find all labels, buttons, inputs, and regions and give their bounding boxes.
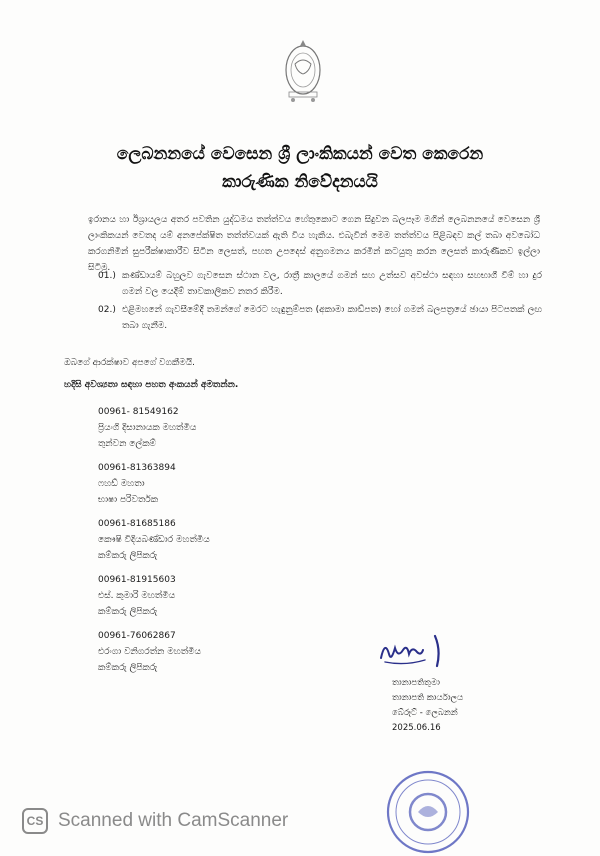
item-number: 01.) bbox=[98, 271, 116, 281]
contact-name: කෞෂි විදියබණ්ඩාර මහත්මිය bbox=[98, 535, 210, 545]
contact-name: ෆහඩ් මහතා bbox=[98, 479, 145, 489]
contact-entry bbox=[98, 572, 176, 620]
item-number: 02.) bbox=[98, 305, 116, 315]
signatory-date: 2025.06.16 bbox=[392, 723, 441, 733]
contact-entry bbox=[98, 516, 210, 564]
official-seal-icon bbox=[384, 768, 472, 856]
contact-role: භාෂා පරිවර්තක bbox=[98, 495, 159, 505]
contact-entry bbox=[98, 404, 196, 452]
contact-phone: 00961-81915603 bbox=[98, 575, 176, 585]
national-emblem-icon bbox=[281, 34, 325, 104]
signatory-office: තානාපති කාර්යාලය bbox=[392, 693, 464, 703]
item-text: කණ්ඩායම් බහුලව ගැවසෙන ස්ථාන වල, රාත්‍රී කාලයේ ගමන් සහ උත්සව අවස්ථා සඳහා සහභාගී වීම් හා දුර ගමන් වල යෙදීම් තාවකාලිකව නතර කිරීම. bbox=[122, 271, 542, 297]
safety-note: ඔබගේ ආරක්ෂාව අපගේ වගකීමයි. bbox=[64, 358, 196, 368]
contact-role: කම්කරු ලිපිකරු bbox=[98, 551, 158, 561]
intro-paragraph: ඉරානය හා ඊශ්‍රායලය අතර පවතින යුද්ධමය තත්ත්වය හේතුකොට ගෙන සිදුවන බලපෑම මගින් ලෙබනනයේ වෙසෙන ශ්‍රී ලාංකිකයන් වෙතද යම් අනපේක්ෂිත තත්ත්වයක් ඇති විය හැකිය. එබැවින් මෙම තත්ත්වය පිළිබඳව කල් තබා අවබෝධ කරගනිමින් සුපරීක්ෂාකාරීව සිටින ලෙසත්, පහත උපදෙස් අනුගමනය කරමින් කටයුතු කරන ලෙසත් කාරුණිකව ඉල්ලා සිටිමු. bbox=[88, 215, 540, 273]
contact-name: ප්‍රියංගි දිසානායක මහත්මිය bbox=[98, 423, 197, 433]
contact-name: එස්. කුමාරි මහත්මිය bbox=[98, 591, 176, 601]
contact-entry bbox=[98, 628, 201, 676]
watermark-text: Scanned with CamScanner bbox=[58, 810, 289, 831]
contact-phone: 00961-81363894 bbox=[98, 463, 176, 473]
signatory-block bbox=[392, 676, 463, 736]
signature-icon bbox=[375, 628, 470, 672]
contact-phone: 00961-81685186 bbox=[98, 519, 176, 529]
contact-role: කම්කරු ලිපිකරු bbox=[98, 607, 158, 617]
instruction-item bbox=[98, 302, 542, 334]
title-line-1: ලෙබනනයේ වෙසෙන ශ්‍රී ලාංකිකයන් වෙත කෙරෙන bbox=[116, 144, 484, 164]
signatory-title: තානාපතිතුමා bbox=[392, 678, 440, 688]
signatory-location: බේරූට් - ලෙබනන් bbox=[392, 708, 458, 718]
title-line-2: කාරුණික නිවේදනයයි bbox=[222, 172, 378, 192]
camscanner-logo-icon: CS bbox=[22, 808, 48, 834]
notice-title bbox=[40, 140, 560, 196]
contact-phone: 00961-76062867 bbox=[98, 631, 176, 641]
contact-entry bbox=[98, 460, 176, 508]
contact-phone: 00961- 81549162 bbox=[98, 407, 179, 417]
scanner-watermark bbox=[0, 798, 340, 846]
contact-role: තුන්වන ලේකම් bbox=[98, 439, 157, 449]
emergency-heading: හදිසි අවශ්‍යතා සඳහා පහත අංකයන් අමතන්න. bbox=[64, 380, 239, 390]
instruction-item bbox=[98, 268, 542, 300]
item-text: එළිමහනේ ගැවසීමේදී තමන්ගේ මෙරට හැඳුනුම්පත (අකාමා කාඩ්පත) හෝ ගමන් බලපත්‍රයේ ඡායා පිටපතක් ලඟ තබා ගැනීම. bbox=[122, 305, 542, 331]
contact-name: එරංගා වනිගරත්න මහත්මිය bbox=[98, 647, 202, 657]
contact-role: කම්කරු ලිපිකරු bbox=[98, 663, 158, 673]
